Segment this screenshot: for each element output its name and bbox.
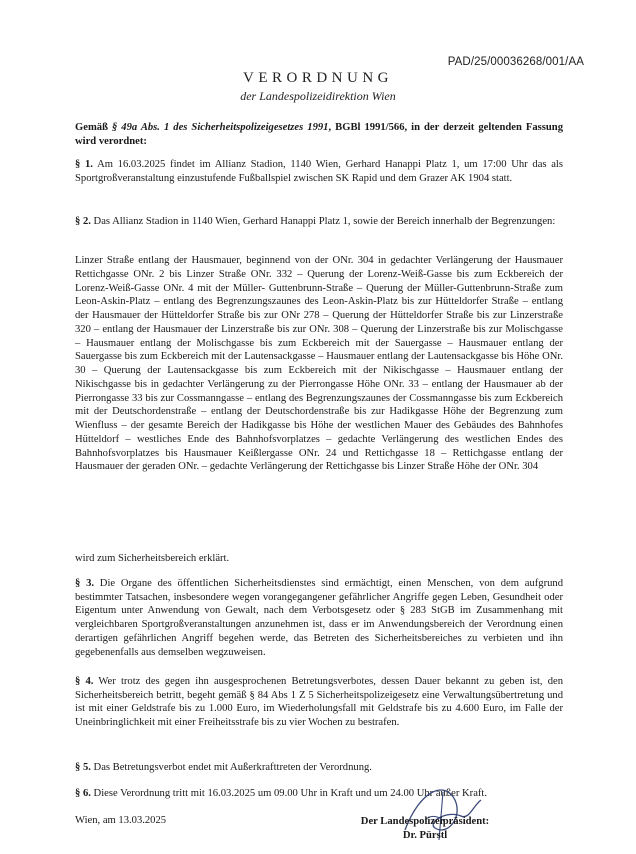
reference-number: PAD/25/00036268/001/AA: [447, 56, 584, 68]
paragraph-6-label: § 6.: [75, 788, 91, 799]
paragraph-2: [75, 215, 563, 229]
place-and-date: Wien, am 13.03.2025: [75, 815, 167, 826]
paragraph-4-label: § 4.: [75, 676, 94, 687]
paragraph-5-label: § 5.: [75, 762, 91, 773]
paragraph-1: [75, 158, 563, 185]
paragraph-2-label: § 2.: [75, 216, 91, 227]
paragraph-1-text: Am 16.03.2025 findet im Allianz Stadion, 1140 Wien, Gerhard Hanappi Platz 1, um 17:00 Uhr das als Sportgroßveranstaltung einzustufende Fußballspiel zwischen SK Rapid und dem Grazer AK 1904 statt.: [75, 159, 564, 184]
legal-basis-suffix: , BGBl 1991/566, in der derzeit geltenden Fassung wird verordnet:: [75, 122, 563, 147]
paragraph-4: [75, 675, 563, 730]
paragraph-4-text: Wer trotz des gegen ihn ausgesprochenen Betretungsverbotes, dessen Dauer bekannt zu geben ist, den Sicherheitsbereich betritt, begeht gemäß § 84 Abs 1 Z 5 Sicherheitspolizeigesetz eine Verwaltungsübertretung und ist mit einer Geldstrafe bis zu 1.000 Euro, im Wiederholungsfall mit Geldstrafe bis zu 4.600 Euro, im Falle der Uneinbringlichkeit mit einer Freiheitsstrafe bis zu vier Wochen zu bestrafen.: [75, 676, 564, 729]
document-subtitle: der Landespolizeidirektion Wien: [240, 89, 396, 103]
boundary-description: Linzer Straße entlang der Hausmauer, beginnend von der ONr. 304 in gedachter Verlängerung der Hausmauer Rettichgasse ONr. 2 bis Linzer Straße ONr. 332 – Querung der Lorenz-Weiß-Gasse bis zum Eckbereich der Lorenz-Weiß-Gasse ONr. 4 mit der Müller- Guttenbrunn-Straße – Querung der Müller-Guttenbrunn-Straße zum Leon-Askin-Platz – entlang des Begrenzungszaunes des Leon-Askin-Platz bis zur Hütteldorfer Straße – entlang der Hausmauer der Hütteldorfer Straße bis zur ONr 278 – Querung der Hütteldorfer Straße bis zur Linzerstraße 320 – entlang der Hausmauer der Linzerstraße bis zur ONr. 308 – Querung der Linzerstraße bis zur Molischgasse – Hausmauer entlang der Molischgasse bis zum Eckbereich mit der Sauergasse – Hausmauer entlang der Sauergasse bis zum Eckbereich mit der Lautensackgasse – Hausmauer entlang der Lautensackgasse bis Höhe ONr. 30 – Querung der Lautensackgasse bis zum Eckbereich mit der Nikischgasse – Hausmauer entlang der Nikischgasse bis in gedachter Verlängerung zu der Pierrongasse Höhe ONr. 33 – entlang der Hausmauer ab der Pierrongasse 33 bis zur Cossmanngasse – entlang des Begrenzungszaunes der Cossmanngasse bis zum Eckbereich mit der Deutschordenstraße – entlang der Deutschordenstraße bis zur Hadikgasse Höhe der Begrenzung zum Wienfluss – der gesamte Bereich der Hadikgasse bis Höhe der westlichen Mauer des Gebäudes des Bahnhofes Hütteldorf – westliches Ende des Bahnhofsvorplatzes – gedachte Verlängerung des westlichen Endes des Bahnhofsvorplatzes bis Hausmauer Keißlergasse ONr. 24 und Rettichgasse 18 – Rettichgasse entlang der Hausmauer der geraden ONr. – gedachte Verlängerung der Rettichgasse bis Linzer Straße Höhe der ONr. 304: [75, 255, 563, 473]
legal-basis: [75, 121, 563, 148]
paragraph-3-label: § 3.: [75, 578, 95, 589]
legal-basis-law: § 49a Abs. 1 des Sicherheitspolizeigesetzes 1991: [111, 122, 329, 133]
legal-basis-prefix: Gemäß: [75, 122, 112, 133]
paragraph-3-text: Die Organe des öffentlichen Sicherheitsdienstes sind ermächtigt, einen Menschen, von dem aufgrund bestimmter Tatsachen, insbesondere wegen vorangegangener gefährlicher Angriffe gegen Leben, Gesundheit oder Eigentum unter Anwendung von Gewalt, nach dem Verbotsgesetz oder § 283 StGB im Zusammenhang mit vergleichbaren Sportgroßveranstaltungen anzunehmen ist, dass er im Anwendungsbereich der Verordnung einen derartigen gefährlichen Angriff begehen werde, das Betreten des Sicherheitsbereiches zu verbieten und ihn gegebenenfalls aus demselben wegzuweisen.: [75, 578, 563, 658]
signature-block: [340, 815, 510, 842]
paragraph-3: [75, 577, 563, 659]
document-title: VERORDNUNG: [243, 70, 393, 86]
paragraph-5-text: Das Betretungsverbot endet mit Außerkrafttreten der Verordnung.: [90, 762, 372, 773]
paragraph-6-text: Diese Verordnung tritt mit 16.03.2025 um 09.00 Uhr in Kraft und um 24.00 Uhr außer Kraft.: [90, 788, 488, 799]
signer-title: Der Landespolizeipräsident:: [360, 816, 490, 827]
declaration-text: wird zum Sicherheitsbereich erklärt.: [75, 553, 230, 564]
signer-name: Dr. Pürstl: [402, 829, 448, 841]
paragraph-2-text: Das Allianz Stadion in 1140 Wien, Gerhard Hanappi Platz 1, sowie der Bereich innerhalb der Begrenzungen:: [90, 216, 556, 227]
paragraph-1-label: § 1.: [75, 159, 93, 170]
